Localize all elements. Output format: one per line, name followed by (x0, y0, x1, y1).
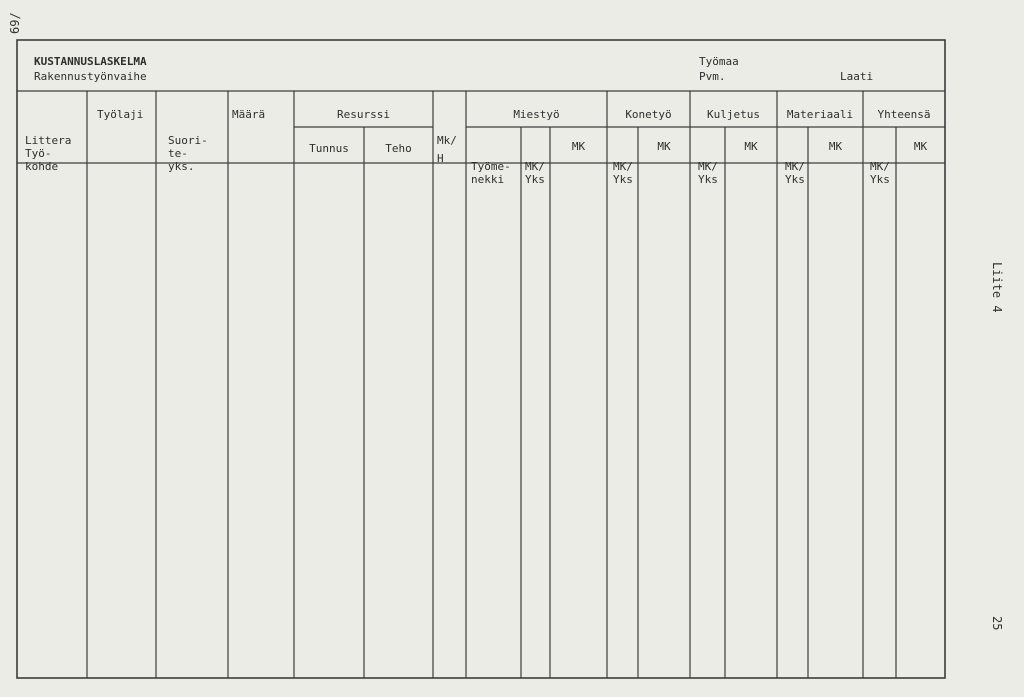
col-konetyo: Konetyö (625, 108, 672, 121)
col-yhteensa: Yhteensä (877, 108, 931, 121)
author-label: Laati (840, 70, 874, 83)
col-tyolaji: Työlaji (97, 108, 144, 121)
col-miestyo: Miestyö (513, 108, 560, 121)
col-materiaali: Materiaali (786, 108, 854, 121)
col-littera: Littera Työ- kohde (25, 134, 72, 173)
col-miestyo-mk-yks: MK/ Yks (525, 160, 545, 186)
worksite-label: Työmaa (699, 55, 739, 68)
date-label: Pvm. (699, 70, 726, 83)
col-tunnus: Tunnus (309, 142, 349, 155)
col-materiaali-mk-yks: MK/ Yks (785, 160, 805, 186)
col-kuljetus: Kuljetus (707, 108, 760, 121)
page-number: 25 (990, 616, 1004, 631)
col-konetyo-mk: MK (657, 140, 671, 153)
col-miestyo-mk: MK (571, 140, 586, 153)
col-konetyo-mk-yks: MK/ Yks (613, 160, 633, 186)
margin-note-liite: Liite 4 (990, 262, 1004, 313)
col-kuljetus-mk-yks: MK/ Yks (698, 160, 718, 186)
col-suorite: Suori- te- yks. (168, 134, 208, 173)
col-tyomenekki: Työme- nekki (471, 160, 511, 186)
col-materiaali-mk: MK (828, 140, 843, 153)
col-yhteensa-mk-yks: MK/ Yks (870, 160, 890, 186)
margin-note-top-left: 69/ (8, 12, 22, 34)
form-subtitle: Rakennustyönvaihe (34, 70, 147, 83)
col-teho: Teho (385, 142, 412, 155)
col-yhteensa-mk: MK (913, 140, 928, 153)
col-resurssi: Resurssi (337, 108, 390, 121)
col-mk-h: Mk/ H (437, 134, 457, 165)
col-maara: Määrä (232, 108, 266, 121)
form-title: KUSTANNUSLASKELMA (34, 55, 147, 68)
col-kuljetus-mk: MK (744, 140, 758, 153)
